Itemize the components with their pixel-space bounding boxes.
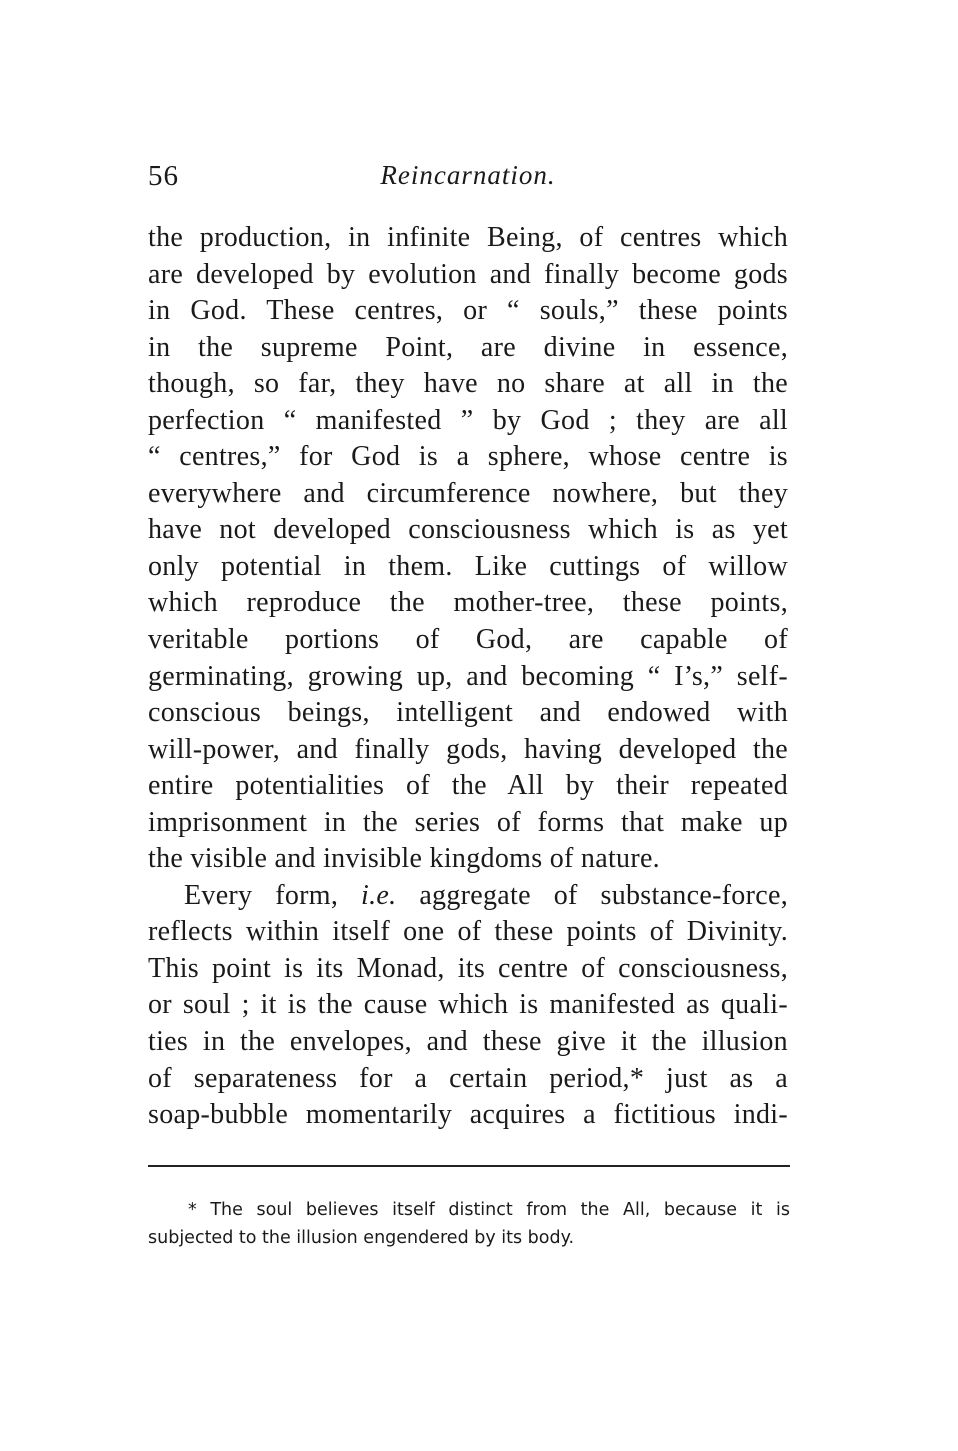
- text-line: or soul ; it is the cause which is manifested as quali-: [148, 989, 788, 1021]
- text-line: the production, in infinite Being, of centres which: [148, 222, 788, 253]
- text-line: are developed by evolution and finally become gods: [148, 258, 788, 290]
- text-line: imprisonment in the series of forms that make up: [148, 806, 788, 838]
- text-line: reflects within itself one of these points of Divinity.: [148, 916, 788, 948]
- footnote: [148, 1196, 790, 1252]
- text-line: of separateness for a certain period,* just as a: [148, 1062, 788, 1094]
- text-line: ties in the envelopes, and these give it the illusion: [148, 1026, 788, 1058]
- text-line: Every form, i.e. aggregate of substance-force,: [184, 879, 788, 911]
- text-line: only potential in them. Like cuttings of willow: [148, 550, 788, 582]
- text-line: perfection “ manifested ” by God ; they are all: [148, 404, 788, 436]
- italic-abbreviation: i.e.: [361, 879, 397, 911]
- footnote-divider: [148, 1165, 790, 1167]
- text-line: the visible and invisible kingdoms of nature.: [148, 843, 660, 875]
- text-line: in the supreme Point, are divine in essence,: [148, 331, 788, 363]
- footnote-line: subjected to the illusion engendered by its body.: [148, 1228, 575, 1248]
- text-line: conscious beings, intelligent and endowed with: [148, 697, 788, 729]
- running-title: Reincarnation.: [380, 160, 556, 190]
- text-line: will-power, and finally gods, having developed the: [148, 733, 788, 765]
- text-line: This point is its Monad, its centre of consciousness,: [148, 952, 788, 984]
- footnote-line: * The soul believes itself distinct from the All, because it is: [188, 1200, 790, 1220]
- text-line: which reproduce the mother-tree, these points,: [148, 587, 788, 619]
- text-line: “ centres,” for God is a sphere, whose centre is: [148, 441, 788, 473]
- page-header: [148, 160, 788, 200]
- body-text: [148, 220, 788, 1134]
- text-line: veritable portions of God, are capable of: [148, 624, 788, 656]
- text-line: though, so far, they have no share at all in the: [148, 368, 788, 400]
- text-line: soap-bubble momentarily acquires a fictitious indi-: [148, 1099, 788, 1131]
- text-line: have not developed consciousness which is as yet: [148, 514, 788, 546]
- text-line: germinating, growing up, and becoming “ I’s,” self-: [148, 660, 788, 692]
- text-line: entire potentialities of the All by their repeated: [148, 770, 788, 802]
- page-number: 56: [148, 160, 179, 192]
- text-line: everywhere and circumference nowhere, but they: [148, 477, 788, 509]
- text-line: in God. These centres, or “ souls,” these points: [148, 295, 788, 327]
